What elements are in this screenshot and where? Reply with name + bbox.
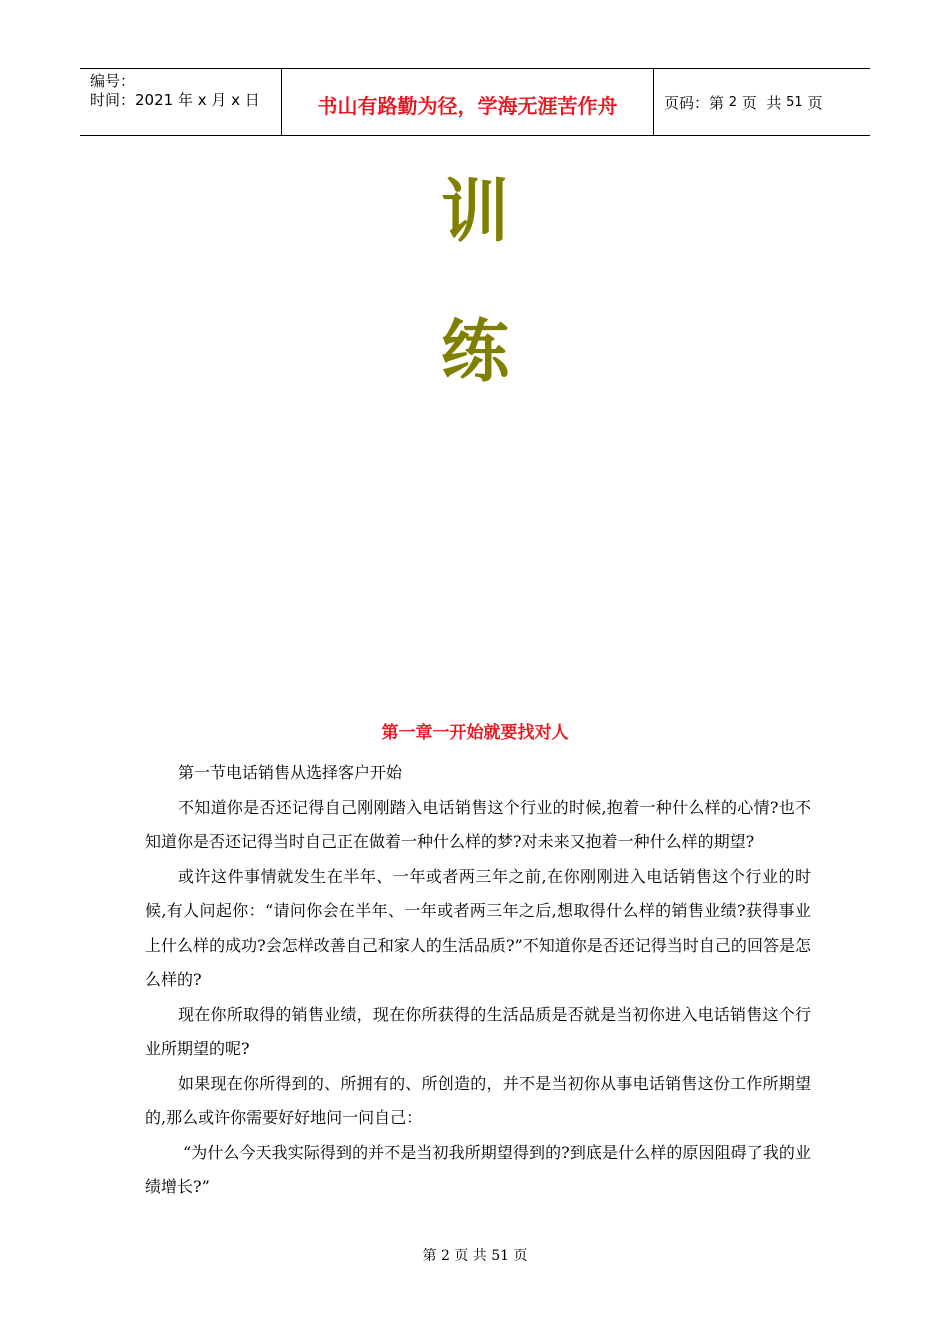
- page-current: 2: [728, 95, 738, 110]
- paragraph: 或许这件事情就发生在半年、一年或者两三年之前,在你刚刚进入电话销售这个行业的时候,有人问起你：“请问你会在半年、一年或者两三年之后,想取得什么样的销售业绩?获得事业上什么样的成功?会怎样改善自己和家人的生活品质?”不知道你是否还记得当时自己的回答是怎么样的?: [145, 866, 811, 989]
- body-text: [145, 756, 811, 1205]
- page-label-prefix: 页码：第: [664, 94, 729, 112]
- paragraph: 不知道你是否还记得自己刚刚踏入电话销售这个行业的时候,抱着一种什么样的心情?也不知道你是否还记得当时自己正在做着一种什么样的梦?对未来又抱着一种什么样的期望?: [145, 797, 811, 851]
- title-char-1: 训: [440, 172, 509, 252]
- quote-paragraph: “为什么今天我实际得到的并不是当初我所期望得到的?到底是什么样的原因阻碍了我的业绩增长?”: [145, 1142, 811, 1196]
- document-number-label: 编号：: [90, 72, 136, 90]
- chapter-heading: 第一章一开始就要找对人: [381, 723, 569, 743]
- header-motto-cell: [281, 69, 654, 136]
- page-label-suffix: 页: [802, 94, 823, 112]
- header-table: [80, 68, 870, 136]
- title-char-2: 练: [440, 312, 509, 392]
- header-page-cell: [654, 69, 870, 136]
- page-total: 51: [786, 95, 803, 110]
- section-heading: 第一节电话销售从选择客户开始: [178, 763, 403, 782]
- paragraph: 如果现在你所得到的、所拥有的、所创造的，并不是当初你从事电话销售这份工作所期望的,那么或许你需要好好地问一问自己：: [145, 1073, 811, 1127]
- header-meta-cell: [80, 69, 281, 136]
- page-label-mid: 页 共: [737, 94, 787, 112]
- paragraph: 现在你所取得的销售业绩，现在你所获得的生活品质是否就是当初你进入电话销售这个行业所期望的呢?: [145, 1004, 811, 1058]
- page-footer: 第 2 页 共 51 页: [422, 1248, 528, 1264]
- header-motto: 书山有路勤为径，学海无涯苦作舟: [317, 94, 618, 118]
- document-date-label: 时间：2021 年 x 月 x 日: [90, 91, 260, 109]
